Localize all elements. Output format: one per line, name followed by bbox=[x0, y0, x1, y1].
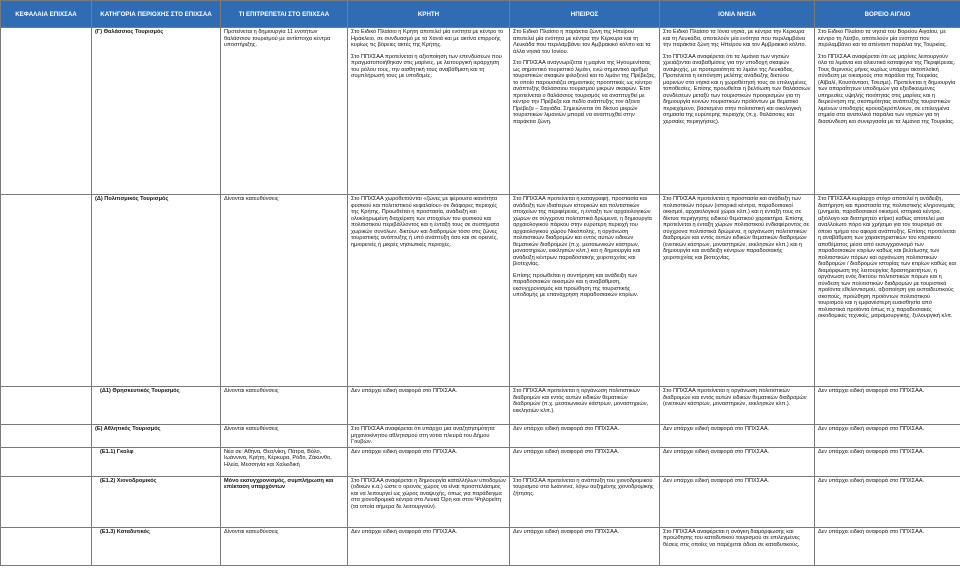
category-cell: (Ε) Αθλητικός Τουρισμός bbox=[92, 425, 221, 448]
chapter-cell bbox=[1, 447, 92, 476]
cell-paragraph: Στο Ειδικό Πλαίσιο τα νησιά του Βορείου Αιγαίου, με κέντρο τη Λέσβο, αποτελούν μία ενότητα που περιλαμβάνει και τα απέναντι παράλια της Τουρκίας. bbox=[818, 29, 947, 48]
cell-paragraph: Στο ΠΠΧΣΑΑ προτείνεται η ανάπτυξη του χιονοδρομικού τουρισμού στα Ιωάννινα, λόγω αυξημένης χιονοδρομικής ζήτησης. bbox=[513, 477, 654, 497]
crete-cell bbox=[348, 28, 510, 195]
cell-paragraph: Στο ΠΠΧΣΑΑ προτείνεται η οργάνωση πολιτιστικών διαδρομών και εντός αυτών ειδικών θεματικών διαδρομών (π.χ. μεσαιωνικών κάστρων, μοναστηριών, εκκλησιών κλπ.). bbox=[513, 388, 649, 414]
north-aegean-cell bbox=[815, 195, 960, 387]
category-cell: (Ε1.3) Καταδυτικός bbox=[92, 527, 221, 565]
chapter-cell bbox=[1, 476, 92, 527]
cell-paragraph: Στο ΠΠΧΣΑΑ προτείνεται η προστασία και ανάδειξη των πολιτιστικών πόρων (ιστορικά κέντρα, παραδοσιακοί οικισμοί, αρχαιολογικοί χώροι κλπ.) και η ένταξή τους σε δίκτυα περιήγησης ειδικού θεματικού χαρακτήρα. Επίσης προτείνεται η ένταξη χώρων πολιτιστικού ενδιαφέροντος σε σύγχρονα πολιτιστικά δρώμενα, η οργάνωση πολιτιστικών διαδρομών και εντός αυτών ειδικών θεματικών διαδρομών (ενετικών κάστρων, μοναστηριών, εκκλησιών κλπ.) και η δημιουργία και ανάδειξη κέντρων παραδοσιακής χειροτεχνίας και βιοτεχνίας. bbox=[663, 196, 810, 261]
allowed-cell: Δίνονται κατευθύνσεις bbox=[221, 195, 348, 387]
cell-paragraph: Στο ΠΠΧΣΑΑ αναφέρεται η δημιουργία καταλλήλων υποδομών (οδικών κ.α.) ώστε ο ορεινός χώρος να είναι προσπελάσιμος και να λειτουργεί ως χώρος αναψυχής, όπως για παράδειγμα στα χιονοδρομικά κέντρα στα Λευκά Όρη και στον Ψηλορείτη (τα οποία σήμερα δε λειτουργούν). bbox=[351, 477, 506, 510]
crete-cell bbox=[348, 425, 510, 448]
cell-paragraph: Επίσης προωθείται η συντήρηση και ανάδειξη των παραδοσιακών οικισμών και η αναβάθμιση, εκσυγχρονισμός και προώθηση της τουριστικής υποδομής με επανάχρηση παραδοσιακών κτιρίων. bbox=[513, 272, 639, 298]
allowed-cell: Μόνο εκσυγχρονισμός, συμπλήρωση και επέκταση υπαρχόντων bbox=[221, 476, 348, 527]
ionian-cell bbox=[660, 527, 815, 565]
north-aegean-cell bbox=[815, 28, 960, 195]
epirus-cell bbox=[510, 425, 660, 448]
north-aegean-cell bbox=[815, 476, 960, 527]
allowed-cell: Προτείνεται η δημιουργία 11 ενοτήτων θαλάσσιου τουρισμού με αντίστοιχα κέντρα υποστήριξης. bbox=[221, 28, 348, 195]
cell-paragraph: Δεν υπάρχει ειδική αναφορά στο ΠΠΧΣΑΑ. bbox=[663, 477, 770, 484]
header-allowed: ΤΙ ΕΠΙΤΡΕΠΕΤΑΙ ΣΤΟ ΕΠΙΧΣΑΑ bbox=[221, 1, 348, 28]
epirus-cell bbox=[510, 447, 660, 476]
cell-paragraph: Στο ΠΠΧΣΑΑ προτείνεται η οργάνωση πολιτιστικών διαδρομών και εντός αυτών ειδικών θεματικών διαδρομών (ενετικών κάστρων, μοναστηριών, εκκλησιών κλπ.). bbox=[663, 388, 807, 407]
header-epirus: ΗΠΕΙΡΟΣ bbox=[510, 1, 660, 28]
crete-cell bbox=[348, 195, 510, 387]
category-cell: (Ε1.1) Γκολφ bbox=[92, 447, 221, 476]
cell-paragraph: Δεν υπάρχει ειδική αναφορά στο ΠΠΧΣΑΑ. bbox=[663, 448, 770, 455]
header-crete: ΚΡΗΤΗ bbox=[348, 1, 510, 28]
ionian-cell bbox=[660, 447, 815, 476]
epirus-cell bbox=[510, 28, 660, 195]
table-row bbox=[1, 476, 960, 527]
cell-paragraph: Δεν υπάρχει ειδική αναφορά στο ΠΠΧΣΑΑ. bbox=[818, 426, 925, 432]
category-cell: (Δ) Πολιτισμικός Τουρισμός bbox=[92, 195, 221, 387]
epirus-cell bbox=[510, 387, 660, 425]
allowed-cell: Νέα σε: Αθήνα, Θεσ/νίκη, Πάτρα, Βόλο, Ιωάννινα, Κρήτη, Κέρκυρα, Ρόδο, Ζάκυνθο, Ηλεία, Μεσσηνία και Χαλκιδική bbox=[221, 447, 348, 476]
category-cell: (Γ) Θαλάσσιος Τουρισμός bbox=[92, 28, 221, 195]
header-row bbox=[1, 1, 960, 28]
crete-cell bbox=[348, 476, 510, 527]
table-row bbox=[1, 195, 960, 387]
cell-paragraph: Δεν υπάρχει ειδική αναφορά στο ΠΠΧΣΑΑ. bbox=[513, 528, 620, 535]
cell-paragraph: Στο ΠΠΧΣΑΑ χωροθετούνται «ζώνες με φέρουσα ικανότητα φυσικού και πολιτιστικού κεφαλαίου» σε διάφορες περιοχές της Κρήτης. Προωθείται η προστασία, ανάδειξη και ολοκληρωμένη διαχείριση των στοιχείων του φυσικού και πολιτιστικού περιβάλλοντος και η ένταξή τους σε συστήματα χωρικών συνόλων, δικτύων και διαδρομών τόσο στις ζώνες τουριστικής ανάπτυξης ή υπό ανάπτυξη όσο και σε ορεινές, ημιορεινές ή μικρές νησιωτικές περιοχές. bbox=[351, 196, 500, 248]
table-row bbox=[1, 28, 960, 195]
crete-cell bbox=[348, 447, 510, 476]
table-row bbox=[1, 527, 960, 565]
cell-paragraph: Δεν υπάρχει ειδική αναφορά στο ΠΠΧΣΑΑ. bbox=[663, 426, 770, 432]
ionian-cell bbox=[660, 425, 815, 448]
ionian-cell bbox=[660, 476, 815, 527]
cell-paragraph: Στο ΠΠΧΣΑΑ αναφέρεται ότι τα λιμάνια των νησιών χρειάζονται αναβαθμίσεις για την υποδοχή σκαφών αναψυχής, με προτεραιότητα το λιμάνι της Λευκάδας. Προτείνεται η εκπόνηση μελέτης ανάδειξης δικτύου μαρινών στα νησιά και η χωροθέτησή τους σε επιλεγμένες τοποθεσίες. Επίσης προωθείται η βελτίωση των θαλάσσιων συνδέσεων μεταξύ των τουριστικών προορισμών για τη δημιουργία κοινών τουριστικών προϊόντων με θεματικό περιεχόμενο, βασισμένο στην πολιτιστική και οικολογική σημασία της ευρύτερης περιοχής (π.χ. θαλάσσιες και χερσαίες περιηγήσεις). bbox=[663, 53, 811, 125]
chapter-cell bbox=[1, 425, 92, 448]
cell-paragraph: Δεν υπάρχει ειδική αναφορά στο ΠΠΧΣΑΑ. bbox=[351, 528, 458, 535]
crete-cell bbox=[348, 527, 510, 565]
cell-paragraph: Στο ΠΠΧΣΑΑ αναγνωρίζεται η μαρίνα της Ηγουμενίτσας ως σημαντικό τουριστικό λιμάνι, ενώ σημαντικό αριθμό τουριστικών σκαφών φιλοξενεί και το λιμάνι της Πρέβεζας, το οποίο παρουσιάζει σημαντικές προοπτικές ως κέντρο ανάπτυξης θαλάσσιου τουρισμού μικρών σκαφών. Έτσι προτείνεται ο θαλάσσιος τουρισμός να αναπτυχθεί με κέντρο την Πρέβεζα και πεδίο ανάπτυξης τον άξονα Πρέβεζα – Σαγιάδα. Σημειώνεται ότι δίκτυο μικρών τουριστικών λιμανιών μπορεί να αναπτυχθεί στην παράκτια ζώνη. bbox=[513, 60, 656, 125]
cell-paragraph: Δεν υπάρχει ειδική αναφορά στο ΠΠΧΣΑΑ. bbox=[818, 477, 925, 484]
ionian-cell bbox=[660, 387, 815, 425]
epirus-cell bbox=[510, 527, 660, 565]
allowed-cell: Δίνονται κατευθύνσεις bbox=[221, 527, 348, 565]
chapter-cell bbox=[1, 28, 92, 195]
allowed-cell: Δίνονται κατευθύνσεις bbox=[221, 387, 348, 425]
cell-paragraph: Δεν υπάρχει ειδική αναφορά στο ΠΠΧΣΑΑ. bbox=[351, 448, 458, 455]
chapter-cell bbox=[1, 195, 92, 387]
ionian-cell bbox=[660, 28, 815, 195]
cell-paragraph: Δεν υπάρχει ειδική αναφορά στο ΠΠΧΣΑΑ. bbox=[818, 388, 925, 394]
north-aegean-cell bbox=[815, 425, 960, 448]
header-chapters: ΚΕΦΑΛΑΙΑ ΕΠΙΧΣΑΑ bbox=[1, 1, 92, 28]
cell-paragraph: Στο ΠΠΧΣΑΑ προτείνεται η αξιοποίηση των επενδύσεων που πραγματοποιήθηκαν στις μαρίνες, με λειτουργική ιεράρχηση του ρόλου τους, την αισθητική τους αναβάθμιση και τη συμπλήρωσή τους με υποδομές. bbox=[351, 53, 502, 79]
chapter-cell bbox=[1, 387, 92, 425]
north-aegean-cell bbox=[815, 527, 960, 565]
cell-paragraph: Δεν υπάρχει ειδική αναφορά στο ΠΠΧΣΑΑ. bbox=[513, 448, 620, 455]
cell-paragraph: Δεν υπάρχει ειδική αναφορά στο ΠΠΧΣΑΑ. bbox=[818, 448, 925, 455]
north-aegean-cell bbox=[815, 387, 960, 425]
cell-paragraph: Στο ΠΠΧΣΑΑ κυρίαρχο στόχο αποτελεί η ανάδειξη, διατήρηση και προστασία της πολιτιστικής κληρονομιάς (μνημεία, παραδοσιακοί οικισμοί, ιστορικά κέντρα, αξιόλογο και διατηρητέο κτίριο) καθώς αποτελεί μια αναλλοίωτο πόρο και χρήσιμο για τον τουρισμό σε όποιο τμήμα του αφορά ανάπτυξης. Επίσης προτείνεται η αναβάθμιση των χαρακτηριστικών του κτιριακού αποθέματος μέσα από εκσυγχρονισμό των παραδοσιακών κτιρίων καθώς και βελτίωσης των πολιτιστικών πόρων και οργάνωση πολιτιστικών διαδρομών / διαδρομών ιστορίας των κτιρίων καθώς και διαμόρφωση της λειτουργίας δραστηριοτήτων, η οργάνωση ενός δικτύου πολιτιστικών πόρων και η σύνδεση των πολιτιστικών διαδρομών με τουριστικά προϊόντα εθελοντισμού, αξιοποίηση για εκπαιδευτικούς σκοπούς, προώθηση προϊόντων πολιτιστικού τουρισμού και η εμφανέστερη ευαισθησία από πολιτιστικά προϊόντα όπως π.χ παραδοσιακές οικοδομικές τεχνικές, μαραμουργικής, ξυλουργική κλπ. bbox=[818, 196, 956, 319]
cell-paragraph: Δεν υπάρχει ειδική αναφορά στο ΠΠΧΣΑΑ. bbox=[351, 388, 458, 394]
header-ionian-islands: ΙΟΝΙΑ ΝΗΣΙΑ bbox=[660, 1, 815, 28]
table-row bbox=[1, 387, 960, 425]
category-cell: (Ε1.2) Χιονοδρομικός bbox=[92, 476, 221, 527]
cell-paragraph: Στο ΠΠΧΣΑΑ προτείνεται η καταγραφή, προστασία και ανάδειξη των ιδιαίτερων ιστορικών και πολιτιστικών στοιχείων της περιφέρειας, η ένταξη των αρχαιολογικών χώρων σε σύγχρονα πολιτιστικά δρώμενα, η δημιουργία αρχαιολογικού πάρκου στην ευρύτερη περιοχή του αρχαιολογικού χώρου Νικόπολης, η οργάνωση πολιτιστικών διαδρομών και εντός αυτών ειδικών θεματικών διαδρομών (π.χ. μεσαιωνικών κάστρων, μοναστηριών, εκκλησιών κλπ.) και η δημιουργία και ανάδειξη κέντρων παραδοσιακής χειροτεχνίας και βιοτεχνίας. bbox=[513, 196, 652, 267]
cell-paragraph: Στο Ειδικό Πλαίσιο η παράκτια ζώνη της Ηπείρου αποτελεί μία ενότητα με κέντρα την Κέρκυρα και τη Λευκάδα που περιλαμβάνει τον Αμβρακικό κόλπο και τα άλλα νησιά του Ιονίου. bbox=[513, 29, 651, 55]
cell-paragraph: Στο ΠΠΧΣΑΑ αναφέρεται ότι υπάρχει μια αναζητησιμότητα μηχανοκίνητου αθλητισμού στη νότια πλευρά του Δήμου Γουβών. bbox=[351, 426, 495, 445]
header-area-category: ΚΑΤΗΓΟΡΙΑ ΠΕΡΙΟΧΗΣ ΣΤΟ ΕΠΙΧΣΑΑ bbox=[92, 1, 221, 28]
table-row bbox=[1, 447, 960, 476]
category-cell: (Δ1) Θρησκευτικός Τουρισμός bbox=[92, 387, 221, 425]
epirus-cell bbox=[510, 476, 660, 527]
north-aegean-cell bbox=[815, 447, 960, 476]
cell-paragraph: Στο ΠΠΧΣΑΑ αναφέρεται ότι ως μαρίνες λειτουργούν όλα τα λιμάνια και αλιευτικά καταφύγια της Περιφέρειας. Τους θερινούς μήνες κυρίως υπάρχει ακτοπλοϊκή σύνδεση με οικισμούς στα παράλια της Τουρκίας (Αϊβαλί, Κουσάντασι, Τσεσμέ). Προτείνεται η δημιουργία των απαραίτητων υποδομών για εξειδικευμένες υπηρεσίες υψηλής ποιότητας στις μαρίνες και η διερεύνηση της σκοπιμότητας ανάπτυξης τουριστικών λιμένων υποδοχής κρουαζιερόπλοιων, σε επιλεγμένα σημεία στα ανατολικά παράλια των νησιών για τη διασύνδεση και συνεργασία με τα λιμάνια της Τουρκίας. bbox=[818, 53, 956, 125]
cell-paragraph: Δεν υπάρχει ειδική αναφορά στο ΠΠΧΣΑΑ. bbox=[513, 426, 620, 432]
cell-paragraph: Δεν υπάρχει ειδική αναφορά στο ΠΠΧΣΑΑ. bbox=[818, 528, 925, 535]
crete-cell bbox=[348, 387, 510, 425]
chapter-cell bbox=[1, 527, 92, 565]
cell-paragraph: Στο ΠΠΧΣΑΑ αναφέρεται η ανάγκη διαμόρφωσης και προώθησης του καταδυτικού τουρισμού σε επιλεγμένες θέσεις στις οποίες να παρέχεται άδεια σε καταδυτικούς. bbox=[663, 528, 800, 548]
epirus-cell bbox=[510, 195, 660, 387]
table-row bbox=[1, 425, 960, 448]
header-north-aegean: ΒΟΡΕΙΟ ΑΙΓΑΙΟ bbox=[815, 1, 960, 28]
cell-paragraph: Στο Ειδικό Πλαίσιο τα Ιόνια νησιά, με κέντρα την Κέρκυρα και τη Λευκάδα, αποτελούν μία ενότητα που περιλαμβάνει την παράκτια ζώνη της Ηπείρου και τον Αμβρακικό κόλπο. bbox=[663, 29, 807, 48]
ionian-cell bbox=[660, 195, 815, 387]
allowed-cell: Δίνονται κατευθύνσεις bbox=[221, 425, 348, 448]
cell-paragraph: Στο Ειδικό Πλαίσιο η Κρήτη αποτελεί μία ενότητα με κέντρο το Ηράκλειο, σε συνδυασμό με τα Χανιά και με ακτίνα επιρροής κυρίως τις βόρειες ακτές της Κρήτης. bbox=[351, 29, 504, 48]
